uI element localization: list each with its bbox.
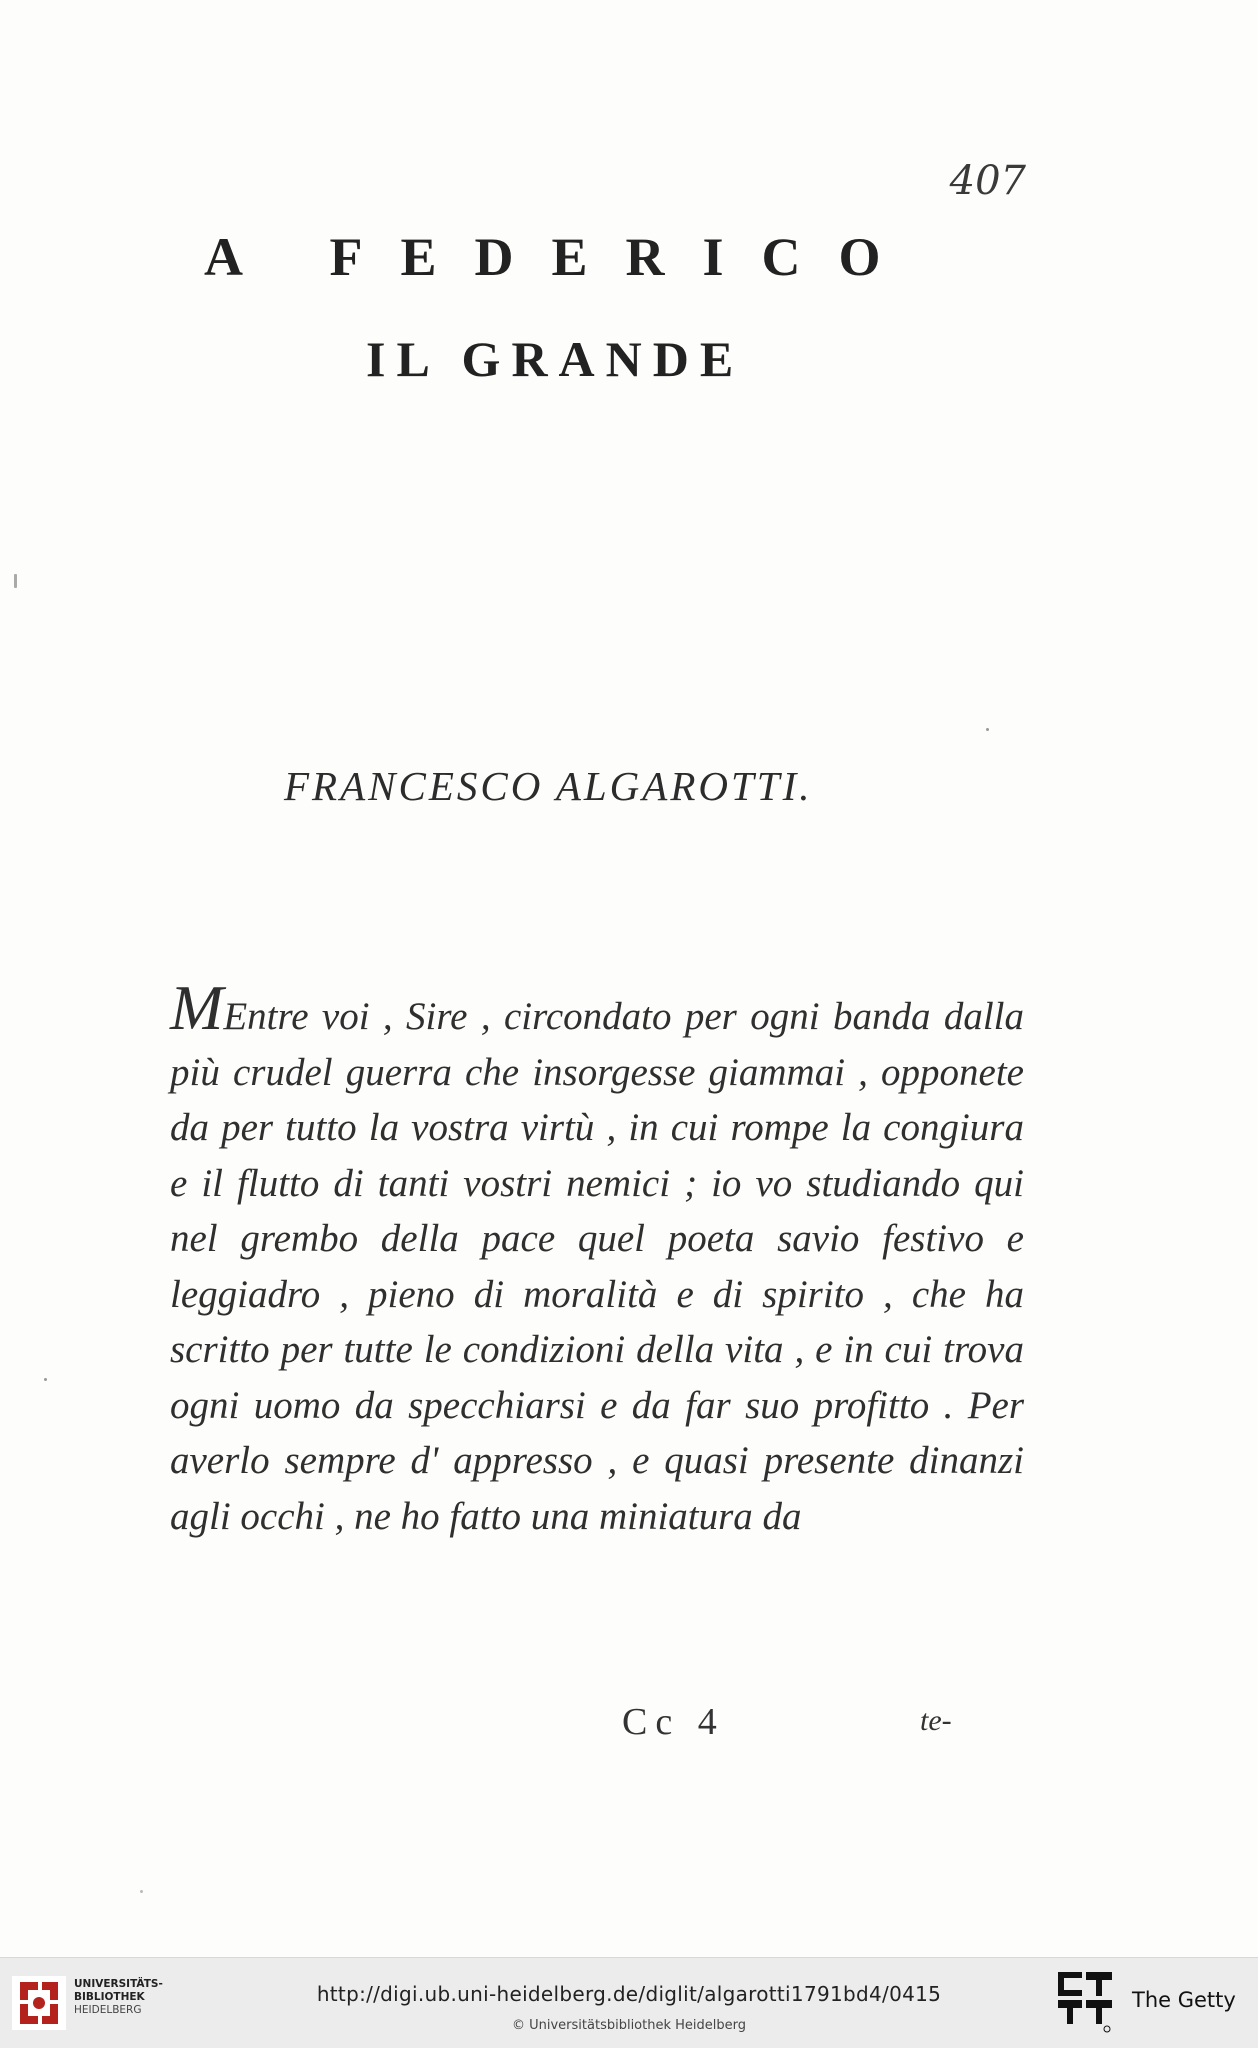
title-line-2: IL GRANDE xyxy=(366,331,745,387)
permalink-url[interactable]: http://digi.ub.uni-heidelberg.de/diglit/algarotti1791bd4/0415 xyxy=(316,1982,942,2006)
footer-bar xyxy=(0,1957,1258,2048)
body-paragraph xyxy=(170,972,1024,1544)
body-text: Entre voi , Sire , circondato per ogni banda dalla più crudel guerra che insorgesse giammai , opponete da per tutto la vostra virtù , in cui rompe la congiura e il flutto di tanti vostri nemici ; io vo studiando qui nel grembo della pace quel poeta savio festivo e leggiadro , pieno di moralità e di spirito , che ha scritto per tutte le condizioni della vita , e in cui trova ogni uomo da specchiarsi e da far suo profitto . Per averlo sempre d' appresso , e quasi presente dinanzi agli occhi , ne ho fatto una miniatura da xyxy=(170,995,1024,1538)
signature-mark: Cc 4 xyxy=(622,1701,725,1743)
library-line-3: HEIDELBERG xyxy=(74,2004,142,2016)
library-line-1: UNIVERSITÄTS- xyxy=(74,1978,163,1990)
page-number: 407 xyxy=(949,158,1026,204)
getty-logo-icon[interactable] xyxy=(1058,1972,1112,2034)
catchword: te- xyxy=(920,1704,952,1737)
library-line-2: BIBLIOTHEK xyxy=(74,1991,145,2003)
drop-cap: M xyxy=(170,972,224,1043)
title-line-1: A FEDERICO xyxy=(204,227,919,287)
getty-label[interactable]: The Getty xyxy=(1132,1988,1236,2012)
copyright-notice: © Universitätsbibliothek Heidelberg xyxy=(511,2018,746,2033)
author-name: FRANCESCO ALGAROTTI. xyxy=(284,763,813,809)
